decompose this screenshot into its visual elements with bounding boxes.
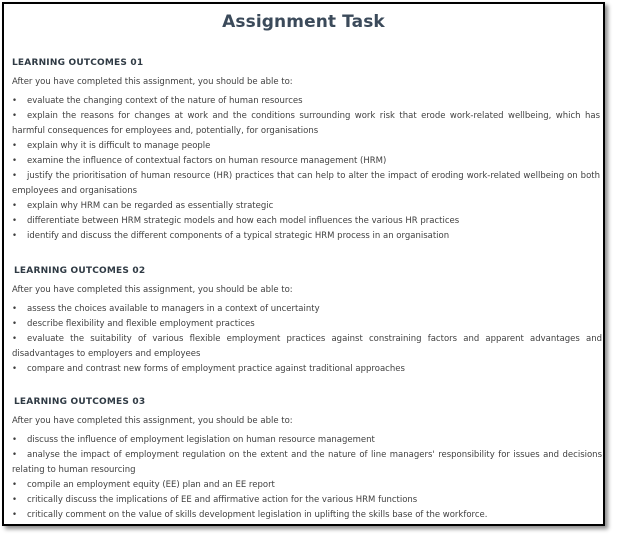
outcome-list [12,302,602,377]
learning-outcomes-section-2 [14,266,602,377]
outcome-item [12,302,602,317]
outcome-text: compile an employment equity (EE) plan and an EE report [27,480,275,490]
section-intro: After you have completed this assignment, you should be able to: [12,77,293,87]
outcome-text: assess the choices available to managers in a context of uncertainty [27,304,320,314]
outcome-item [12,362,602,377]
outcome-item [12,154,600,169]
outcome-list [12,433,602,523]
outcome-item [12,109,600,139]
outcome-item [12,433,602,448]
learning-outcomes-section-3 [14,397,602,523]
outcome-item [12,199,600,214]
section-intro: After you have completed this assignment, you should be able to: [12,285,293,295]
outcome-item [12,94,600,109]
outcome-item [12,139,600,154]
bullet-icon: • [12,96,18,106]
outcome-item [12,169,600,199]
outcome-text: evaluate the changing context of the nature of human resources [27,96,303,106]
outcome-text: explain why HRM can be regarded as essentially strategic [27,201,274,211]
outcome-item [12,214,600,229]
bullet-icon: • [12,495,18,505]
document-frame [2,2,605,526]
bullet-icon: • [12,450,18,460]
outcome-text: identify and discuss the different components of a typical strategic HRM process in an organisation [27,231,450,241]
outcome-text: discuss the influence of employment legislation on human resource management [27,435,375,445]
page-title: Assignment Task [222,12,385,32]
bullet-icon: • [12,201,18,211]
outcome-text: describe flexibility and flexible employment practices [27,319,255,329]
outcome-item [12,317,602,332]
bullet-icon: • [12,171,18,181]
outcome-item [12,229,600,244]
section-heading: LEARNING OUTCOMES 03 [14,397,146,407]
bullet-icon: • [12,364,18,374]
outcome-text: justify the prioritisation of human resource (HR) practices that can help to alter the impact of eroding work-related wellbeing on both employees and organisations [12,171,600,196]
outcome-item [12,508,602,523]
outcome-text: critically comment on the value of skills development legislation in uplifting the skills base of the workforce. [27,510,488,520]
bullet-icon: • [12,304,18,314]
bullet-icon: • [12,334,18,344]
bullet-icon: • [12,480,18,490]
outcome-text: evaluate the suitability of various flexible employment practices against constraining factors and apparent advantages and disadvantages to employers and employees [12,334,602,359]
outcome-item [12,493,602,508]
bullet-icon: • [12,111,18,121]
bullet-icon: • [12,231,18,241]
outcome-text: compare and contrast new forms of employment practice against traditional approaches [27,364,405,374]
outcome-text: explain why it is difficult to manage people [27,141,211,151]
bullet-icon: • [12,141,18,151]
outcome-text: differentiate between HRM strategic models and how each model influences the various HR practices [27,216,460,226]
outcome-text: examine the influence of contextual factors on human resource management (HRM) [27,156,387,166]
outcome-item [12,448,602,478]
bullet-icon: • [12,435,18,445]
bullet-icon: • [12,216,18,226]
section-intro: After you have completed this assignment, you should be able to: [12,416,293,426]
outcome-text: analyse the impact of employment regulation on the extent and the nature of line managers' responsibility for issues and decisions relating to human resourcing [12,450,602,475]
outcome-item [12,478,602,493]
bullet-icon: • [12,510,18,520]
bullet-icon: • [12,319,18,329]
section-heading: LEARNING OUTCOMES 02 [14,266,146,276]
learning-outcomes-section-1 [12,58,600,244]
outcome-list [12,94,600,244]
section-heading: LEARNING OUTCOMES 01 [12,58,144,68]
outcome-text: explain the reasons for changes at work and the conditions surrounding work risk that erode work-related wellbeing, which has harmful consequences for employees and, potentially, for organisations [12,111,600,136]
bullet-icon: • [12,156,18,166]
outcome-item [12,332,602,362]
outcome-text: critically discuss the implications of EE and affirmative action for the various HRM functions [27,495,418,505]
